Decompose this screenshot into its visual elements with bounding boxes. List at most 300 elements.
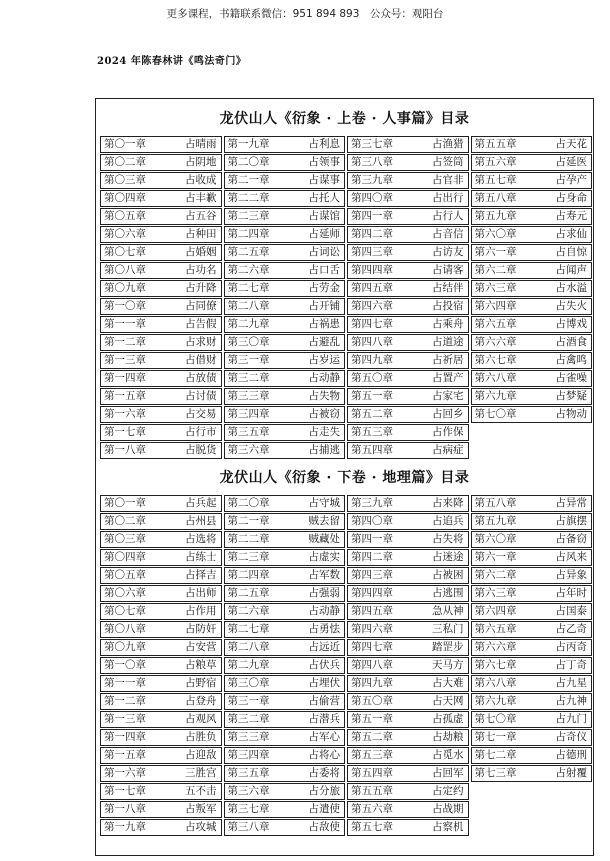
chapter-title: 占异象 [555, 569, 587, 582]
toc-entry [471, 675, 593, 692]
chapter-number: 第五九章 [474, 515, 517, 528]
toc-entry [224, 801, 346, 818]
chapter-number: 第一二章 [104, 336, 146, 349]
chapter-title: 占国泰 [555, 605, 587, 618]
chapter-title: 占讨债 [185, 390, 217, 403]
toc-entry [100, 154, 222, 171]
chapter-number: 第三八章 [351, 156, 393, 169]
chapter-title: 占行人 [432, 210, 464, 223]
toc-entry [471, 657, 593, 674]
toc-entry [347, 531, 469, 548]
chapter-number: 第二五章 [227, 246, 270, 259]
chapter-number: 第六三章 [474, 282, 517, 295]
chapter-number: 第五九章 [474, 210, 517, 223]
chapter-title: 占定约 [432, 785, 464, 798]
chapter-number: 第六七章 [474, 659, 517, 672]
chapter-number: 第六八章 [474, 677, 517, 690]
toc-entry [224, 639, 346, 656]
toc-entry [471, 567, 593, 584]
toc-entry [224, 729, 346, 746]
chapter-title: 占偷营 [308, 695, 340, 708]
chapter-title: 占告假 [185, 318, 217, 331]
toc-entry [471, 190, 593, 207]
toc-entry [471, 639, 593, 656]
toc-grid-upper-volume [100, 136, 592, 460]
chapter-number: 第四九章 [351, 354, 393, 367]
chapter-title: 占天花 [555, 138, 587, 151]
chapter-title: 占孕产 [555, 174, 587, 187]
chapter-title: 占婚姻 [185, 246, 217, 259]
toc-entry [100, 442, 222, 459]
toc-entry [347, 783, 469, 800]
toc-entry [100, 388, 222, 405]
chapter-title: 占风来 [555, 551, 587, 564]
toc-entry [224, 549, 346, 566]
chapter-title: 占德刑 [555, 749, 587, 762]
chapter-title: 占置产 [432, 372, 464, 385]
empty-cell [471, 783, 593, 800]
chapter-number: 第六一章 [474, 246, 517, 259]
chapter-title: 占回乡 [432, 408, 464, 421]
toc-entry [100, 729, 222, 746]
toc-entry [347, 316, 469, 333]
toc-entry [347, 819, 469, 836]
chapter-title: 占野宿 [185, 677, 217, 690]
toc-entry [100, 316, 222, 333]
toc-entry [224, 675, 346, 692]
chapter-number: 第一七章 [104, 426, 146, 439]
chapter-title: 占埋伏 [308, 677, 340, 690]
chapter-number: 第五五章 [351, 785, 393, 798]
chapter-title: 占五谷 [185, 210, 217, 223]
toc-entry [224, 280, 346, 297]
chapter-title: 占伏兵 [308, 659, 340, 672]
toc-entry [100, 226, 222, 243]
toc-entry [347, 298, 469, 315]
chapter-number: 第四九章 [351, 677, 393, 690]
chapter-number: 第四一章 [351, 533, 393, 546]
toc-entry [224, 585, 346, 602]
toc-entry [224, 765, 346, 782]
chapter-title: 占迎敌 [185, 749, 217, 762]
toc-entry [224, 172, 346, 189]
chapter-title: 占军心 [308, 731, 340, 744]
toc-entry [100, 621, 222, 638]
toc-grid-lower-volume [100, 495, 592, 837]
chapter-title: 占求仙 [555, 228, 587, 241]
chapter-number: 第五〇章 [351, 695, 393, 708]
chapter-title: 占被困 [432, 569, 464, 582]
toc-entry [100, 495, 222, 512]
chapter-number: 第〇二章 [104, 515, 146, 528]
chapter-number: 第六四章 [474, 300, 517, 313]
chapter-number: 第六二章 [474, 569, 517, 582]
chapter-title: 占远近 [308, 641, 340, 654]
toc-entry [347, 172, 469, 189]
chapter-title: 占阴地 [185, 156, 217, 169]
chapter-number: 第〇四章 [104, 192, 146, 205]
chapter-title: 占交易 [185, 408, 217, 421]
chapter-title: 占丙奇 [555, 641, 587, 654]
chapter-number: 第〇一章 [104, 138, 146, 151]
chapter-number: 第六〇章 [474, 533, 517, 546]
chapter-number: 第五八章 [474, 192, 517, 205]
chapter-number: 第六一章 [474, 551, 517, 564]
chapter-title: 占家宅 [432, 390, 464, 403]
chapter-number: 第五二章 [351, 731, 393, 744]
chapter-number: 第〇九章 [104, 282, 146, 295]
chapter-number: 第五七章 [351, 821, 393, 834]
chapter-title: 占酒食 [555, 336, 587, 349]
toc-entry [471, 316, 593, 333]
toc-entry [347, 747, 469, 764]
chapter-number: 第二五章 [227, 587, 270, 600]
chapter-number: 第五三章 [351, 426, 393, 439]
chapter-title: 占回军 [432, 767, 464, 780]
chapter-number: 第二八章 [227, 641, 270, 654]
toc-entry [100, 424, 222, 441]
chapter-title: 占失火 [555, 300, 587, 313]
chapter-title: 占动静 [308, 372, 340, 385]
chapter-number: 第六七章 [474, 354, 517, 367]
toc-entry [100, 298, 222, 315]
chapter-title: 占身命 [555, 192, 587, 205]
chapter-title: 占谋馆 [308, 210, 340, 223]
chapter-number: 第五四章 [351, 444, 393, 457]
toc-entry [347, 352, 469, 369]
chapter-number: 第六五章 [474, 318, 517, 331]
chapter-title: 贼藏处 [308, 533, 340, 546]
toc-entry [100, 136, 222, 153]
chapter-number: 第二七章 [227, 623, 270, 636]
chapter-number: 第六六章 [474, 336, 517, 349]
toc-entry [100, 819, 222, 836]
chapter-number: 第四二章 [351, 228, 393, 241]
chapter-title: 占择吉 [185, 569, 217, 582]
toc-entry [224, 298, 346, 315]
chapter-title: 占延师 [308, 228, 340, 241]
toc-entry [347, 262, 469, 279]
chapter-title: 占失将 [432, 533, 464, 546]
toc-entry [471, 136, 593, 153]
chapter-number: 第四三章 [351, 246, 393, 259]
toc-entry [100, 693, 222, 710]
chapter-number: 第四四章 [351, 587, 393, 600]
chapter-number: 第一九章 [227, 138, 270, 151]
toc-entry [100, 531, 222, 548]
chapter-title: 占奇仪 [555, 731, 587, 744]
chapter-number: 第四八章 [351, 659, 393, 672]
toc-entry [100, 639, 222, 656]
chapter-title: 占丰歉 [185, 192, 217, 205]
chapter-title: 占放债 [185, 372, 217, 385]
chapter-title: 占雀噪 [555, 372, 587, 385]
chapter-title: 占托人 [308, 192, 340, 205]
chapter-title: 占闻声 [555, 264, 587, 277]
chapter-number: 第一六章 [104, 767, 146, 780]
chapter-number: 第五五章 [474, 138, 517, 151]
chapter-title: 占察机 [432, 821, 464, 834]
chapter-title: 占乘舟 [432, 318, 464, 331]
toc-entry [347, 711, 469, 728]
chapter-number: 第二〇章 [227, 497, 270, 510]
toc-entry [224, 388, 346, 405]
chapter-number: 第三三章 [227, 390, 270, 403]
chapter-number: 第五一章 [351, 390, 393, 403]
toc-entry [471, 585, 593, 602]
toc-entry [100, 765, 222, 782]
toc-entry [100, 280, 222, 297]
toc-entry [100, 801, 222, 818]
chapter-title: 占口舌 [308, 264, 340, 277]
chapter-number: 第二一章 [227, 174, 270, 187]
chapter-number: 第四四章 [351, 264, 393, 277]
chapter-title: 占词讼 [308, 246, 340, 259]
toc-entry [471, 208, 593, 225]
chapter-title: 占备窃 [555, 533, 587, 546]
toc-entry [471, 603, 593, 620]
chapter-number: 第六二章 [474, 264, 517, 277]
chapter-number: 第三二章 [227, 372, 270, 385]
chapter-title: 占九神 [555, 695, 587, 708]
toc-entry [100, 585, 222, 602]
chapter-title: 占利息 [308, 138, 340, 151]
chapter-number: 第三九章 [351, 497, 393, 510]
chapter-number: 第三一章 [227, 695, 270, 708]
chapter-title: 占出行 [432, 192, 464, 205]
toc-entry [224, 316, 346, 333]
chapter-title: 占劫粮 [432, 731, 464, 744]
chapter-number: 第二七章 [227, 282, 270, 295]
toc-entry [471, 244, 593, 261]
toc-entry [347, 406, 469, 423]
chapter-title: 占来降 [432, 497, 464, 510]
toc-entry [471, 549, 593, 566]
toc-entry [224, 136, 346, 153]
toc-entry [347, 585, 469, 602]
toc-entry [347, 154, 469, 171]
chapter-number: 第一〇章 [104, 300, 146, 313]
chapter-title: 占选将 [185, 533, 217, 546]
chapter-title: 三私门 [432, 623, 464, 636]
toc-entry [347, 729, 469, 746]
chapter-title: 天马方 [432, 659, 464, 672]
chapter-title: 占谋事 [308, 174, 340, 187]
toc-entry [224, 244, 346, 261]
chapter-title: 占虚实 [308, 551, 340, 564]
chapter-title: 占同僚 [185, 300, 217, 313]
chapter-title: 占练士 [185, 551, 217, 564]
empty-cell [471, 442, 593, 459]
chapter-title: 占禽鸣 [555, 354, 587, 367]
chapter-number: 第一五章 [104, 749, 146, 762]
toc-entry [347, 801, 469, 818]
toc-entry [224, 513, 346, 530]
chapter-number: 第三四章 [227, 408, 270, 421]
toc-entry [347, 208, 469, 225]
empty-cell [471, 424, 593, 441]
chapter-title: 占安营 [185, 641, 217, 654]
toc-entry [224, 693, 346, 710]
chapter-title: 五不击 [185, 785, 217, 798]
toc-entry [100, 783, 222, 800]
empty-cell [471, 819, 593, 836]
chapter-title: 占求财 [185, 336, 217, 349]
chapter-number: 第四六章 [351, 300, 393, 313]
toc-entry [224, 190, 346, 207]
toc-entry [347, 370, 469, 387]
chapter-number: 第三四章 [227, 749, 270, 762]
chapter-number: 第〇九章 [104, 641, 146, 654]
toc-entry [224, 783, 346, 800]
chapter-title: 贼去留 [308, 515, 340, 528]
chapter-title: 占作保 [432, 426, 464, 439]
chapter-title: 占异常 [555, 497, 587, 510]
chapter-number: 第一三章 [104, 713, 146, 726]
toc-entry [471, 513, 593, 530]
chapter-number: 第〇五章 [104, 210, 146, 223]
chapter-title: 占避乱 [308, 336, 340, 349]
chapter-number: 第六四章 [474, 605, 517, 618]
chapter-number: 第一二章 [104, 695, 146, 708]
chapter-title: 占丁奇 [555, 659, 587, 672]
toc-entry [471, 711, 593, 728]
toc-entry [224, 442, 346, 459]
chapter-number: 第〇七章 [104, 605, 146, 618]
chapter-title: 占出师 [185, 587, 217, 600]
chapter-number: 第四三章 [351, 569, 393, 582]
chapter-title: 占登舟 [185, 695, 217, 708]
chapter-title: 占兵起 [185, 497, 217, 510]
chapter-number: 第〇三章 [104, 174, 146, 187]
chapter-title: 占乙奇 [555, 623, 587, 636]
chapter-title: 占延医 [555, 156, 587, 169]
chapter-title: 占晴雨 [185, 138, 217, 151]
chapter-number: 第一四章 [104, 372, 146, 385]
chapter-number: 第一四章 [104, 731, 146, 744]
chapter-title: 占勇怯 [308, 623, 340, 636]
chapter-number: 第二六章 [227, 264, 270, 277]
toc-entry [100, 208, 222, 225]
toc-entry [471, 370, 593, 387]
chapter-title: 占升降 [185, 282, 217, 295]
chapter-title: 占自惊 [555, 246, 587, 259]
chapter-title: 占孤虚 [432, 713, 464, 726]
chapter-number: 第三〇章 [227, 677, 270, 690]
chapter-number: 第二〇章 [227, 156, 270, 169]
toc-entry [224, 226, 346, 243]
chapter-title: 占种田 [185, 228, 217, 241]
chapter-title: 占逃围 [432, 587, 464, 600]
chapter-title: 占岁运 [308, 354, 340, 367]
chapter-number: 第二二章 [227, 533, 270, 546]
chapter-number: 第四八章 [351, 336, 393, 349]
chapter-title: 占攻城 [185, 821, 217, 834]
section-title-lower-volume: 龙伏山人《衍象 · 下卷 · 地理篇》目录 [219, 470, 470, 486]
toc-entry [347, 136, 469, 153]
toc-entry [471, 693, 593, 710]
chapter-number: 第〇六章 [104, 587, 146, 600]
chapter-number: 第六八章 [474, 372, 517, 385]
chapter-title: 占道途 [432, 336, 464, 349]
toc-entry [347, 621, 469, 638]
chapter-title: 占九星 [555, 677, 587, 690]
section-title-upper-volume: 龙伏山人《衍象 · 上卷 · 人事篇》目录 [219, 111, 470, 127]
chapter-title: 占祸患 [308, 318, 340, 331]
chapter-number: 第七三章 [474, 767, 517, 780]
chapter-title: 三胜宫 [185, 767, 217, 780]
chapter-title: 占潜兵 [308, 713, 340, 726]
chapter-number: 第二四章 [227, 569, 270, 582]
toc-entry [471, 765, 593, 782]
chapter-title: 占投宿 [432, 300, 464, 313]
chapter-title: 占九门 [555, 713, 587, 726]
toc-entry [224, 352, 346, 369]
chapter-title: 占敌使 [308, 821, 340, 834]
chapter-number: 第五四章 [351, 767, 393, 780]
empty-cell [471, 801, 593, 818]
toc-entry [471, 406, 593, 423]
chapter-number: 第二四章 [227, 228, 270, 241]
chapter-number: 第七〇章 [474, 408, 517, 421]
toc-entry [100, 711, 222, 728]
chapter-number: 第〇八章 [104, 623, 146, 636]
chapter-number: 第一七章 [104, 785, 146, 798]
chapter-number: 第六五章 [474, 623, 517, 636]
toc-entry [100, 172, 222, 189]
chapter-title: 占请客 [432, 264, 464, 277]
contact-banner: 更多课程，书籍联系微信：951 894 893 公众号：观阳台 [166, 8, 444, 20]
chapter-number: 第〇八章 [104, 264, 146, 277]
chapter-number: 第〇二章 [104, 156, 146, 169]
chapter-number: 第五一章 [351, 713, 393, 726]
chapter-title: 占借财 [185, 354, 217, 367]
toc-entry [347, 424, 469, 441]
toc-entry [224, 747, 346, 764]
document-header: 2024 年陈春林讲《鸣法奇门》 [97, 56, 247, 67]
toc-entry [100, 334, 222, 351]
chapter-title: 占开铺 [308, 300, 340, 313]
chapter-title: 占将心 [308, 749, 340, 762]
chapter-title: 占被窃 [308, 408, 340, 421]
toc-entry [347, 495, 469, 512]
chapter-number: 第一五章 [104, 390, 146, 403]
toc-entry [224, 531, 346, 548]
chapter-title: 急从神 [432, 605, 464, 618]
chapter-number: 第七一章 [474, 731, 517, 744]
chapter-number: 第〇三章 [104, 533, 146, 546]
chapter-number: 第五八章 [474, 497, 517, 510]
chapter-number: 第三〇章 [227, 336, 270, 349]
toc-entry [347, 388, 469, 405]
chapter-title: 占劳金 [308, 282, 340, 295]
chapter-number: 第七二章 [474, 749, 517, 762]
toc-entry [471, 531, 593, 548]
chapter-number: 第〇四章 [104, 551, 146, 564]
chapter-title: 占觅水 [432, 749, 464, 762]
chapter-title: 占守城 [308, 497, 340, 510]
toc-entry [224, 621, 346, 638]
chapter-number: 第一八章 [104, 444, 146, 457]
chapter-number: 第三七章 [351, 138, 393, 151]
chapter-title: 占渔猎 [432, 138, 464, 151]
toc-entry [471, 334, 593, 351]
toc-entry [347, 190, 469, 207]
chapter-number: 第五七章 [474, 174, 517, 187]
chapter-title: 占粮草 [185, 659, 217, 672]
chapter-number: 第四二章 [351, 551, 393, 564]
toc-entry [100, 513, 222, 530]
